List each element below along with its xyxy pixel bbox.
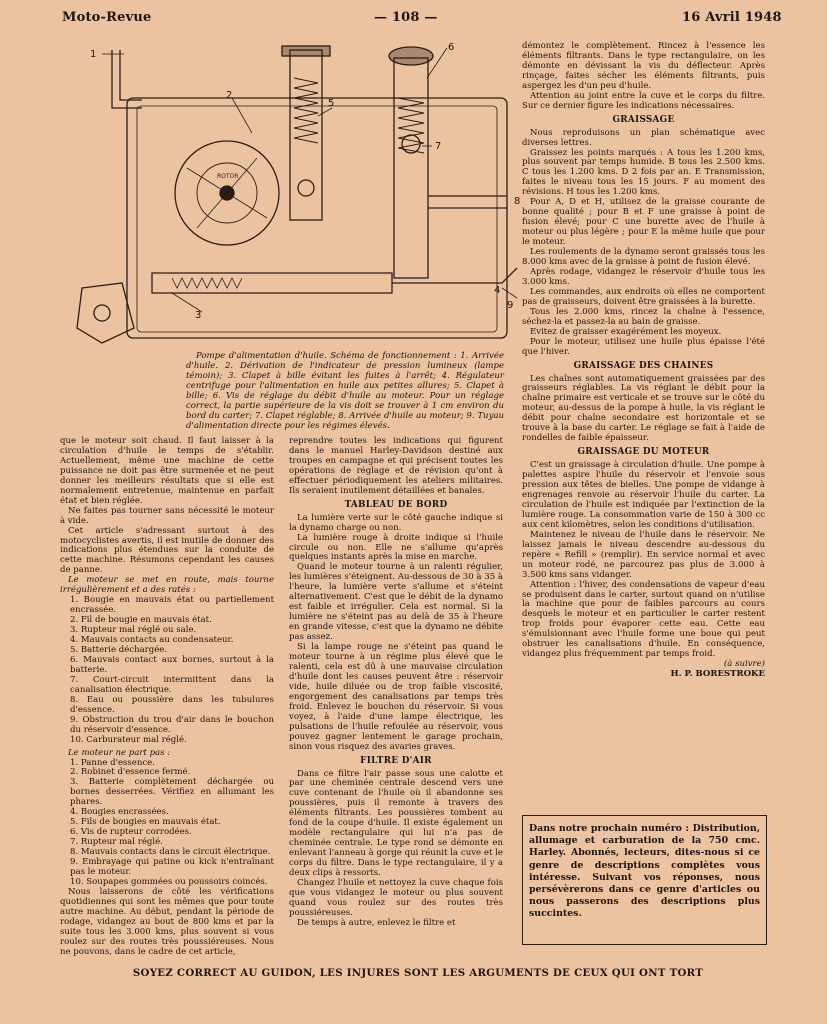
article-column-3 [522,42,765,680]
author-signature: H. P. BORESTROKE [670,669,765,680]
paragraph: Changez l'huile et nettoyez la cuve chaque fois que vous vidangez le moteur ou plus souvent quand vous roulez sur des routes très poussiéreuses. [289,877,503,918]
list-item: 2. Fil de bougie en mauvais état. [70,615,212,626]
page-number: — 108 — [374,10,438,25]
caption-body: 1. Arrivée d'huile. 2. Dérivation de l'indicateur de pression lumineux (lampe témoin); 3. Clapet à bille évitant les fuites à l'arrêt; 4. Régulateur centrifuge pour l'alimentation en huile aux petites allures; 5. Clapet à bille; 6. Vis de réglage du débit d'huile au moteur. Pour un réglage correct, la partie supérieure de la vis doit se trouver à 1 cm environ du bord du carter; 7. Clapet réglable; 8. Arrivée d'huile au moteur; 9. Tuyau d'alimentation directe pour les régimes élevés. [186,351,505,431]
list-item: 1. Bougie en mauvais état ou partiellement encrassée. [70,595,274,616]
paragraph: Graissez les points marqués : A tous les 1.200 kms, plus souvent par temps humide. B tous les 2.500 kms. C tous les 1.200 kms. D 2 fois par an. E Transmission, faites le niveau tous les 15 jours. F au moment des révisions. H tous les 1.200 kms. [522,147,765,198]
paragraph: Attention au joint entre la cuve et le corps du filtre. Sur ce dernier figure les indications nécessaires. [522,90,765,111]
label-4: 4 [494,285,501,296]
article-column-2 [289,437,503,929]
paragraph: Pour le moteur, utilisez une huile plus épaisse l'été que l'hiver. [522,336,765,357]
paragraph: Attention : l'hiver, des condensations de vapeur d'eau se produisent dans le carter, surtout quand on n'utilise la machine que pour de faibles parcours au cours desquels le moteur et en particulier le carter restent trop froids pour évaporer cette eau. Cette eau s'émulsionnant avec l'huile forme une boue qui peut obstruer les canalisations d'huile. En conséquence, vidangez plus fréquemment par temps froid. [522,579,765,660]
paragraph: Les roulements de la dynamo seront graissés tous les 8.000 kms avec de la graisse à point de fusion élevé. [522,247,765,268]
issue-date: 16 Avril 1948 [682,10,782,25]
list-item: 9. Embrayage qui patine ou kick n'entraînant pas le moteur. [70,857,274,877]
list-item: 5. Batterie déchargée. [70,645,168,656]
list-item: 6. Mauvais contact aux bornes, surtout à la batterie. [70,654,274,675]
label-3: 3 [195,310,202,321]
section-heading: TABLEAU DE BORD [344,499,448,510]
paragraph: Evitez de graisser exagérément les moyeux. [530,326,722,337]
list-item: 5. Fils de bougies en mauvais état. [70,817,221,828]
engine-outlet-pipe [428,196,507,208]
list-item: 3. Rupteur mal réglé ou sale. [70,625,197,636]
article-column-1 [60,437,274,958]
next-issue-notice: Dans notre prochain numéro : Distribution, allumage et carburation de la 750 cmc. Harley. Abonnés, lecteurs, dites-nous si ce genre de descriptions complètes vous intéresse. Suivant vos réponses, nous persévèrerons dans ce genre d'articles ou nous passerons des descriptions plus succintes. [529,823,760,920]
magazine-title: Moto-Revue [62,10,152,25]
rotor-label: ROTOR [217,173,239,180]
list-item: 1. Panne d'essence. [70,757,155,768]
paragraph: Nous reproduisons un plan schématique avec diverses lettres. [522,127,765,148]
paragraph: Tous les 2.000 kms, rincez la chaîne à l'essence, séchez-la et passez-la au bain de graisse. [522,306,765,327]
paragraph: Après rodage, vidangez le réservoir d'huile tous les 3.000 kms. [522,266,765,287]
pump-housing [127,98,507,338]
paragraph: Cet article s'adressant surtout à des motocyclistes avertis, il est inutile de donner des indications plus étendues sur la conduite de cette machine. Résumons cependant les causes de panne. [60,525,274,576]
ball-valve-column [290,50,322,220]
paragraph: La lumière rouge à droite indique si l'huile circule ou non. Elle ne s'allume qu'après quelques instants après la mise en marche. [289,532,503,563]
paragraph: Dans ce filtre l'air passe sous une calotte et par une cheminée centrale descend vers une cuve contenant de l'huile où il abandonne ses poussières, puis il remonte à travers des éléments filtrants. Les poussières tombent au fond de la coupe d'huile. Il existe également un modèle rectangulaire qui lui n'a pas de cheminée centrale. Le type rond se démonte en enlevant l'anneau à gorge qui réunit la cuve et le corps du filtre. Dans le type rectangulaire, il y a deux clips à ressorts. [289,768,503,879]
paragraph: Ne faites pas tourner sans nécessité le moteur à vide. [60,505,274,526]
list-item: 10. Carburateur mal réglé. [70,734,187,745]
list-item: 4. Mauvais contacts au condensateur. [70,635,234,646]
paragraph: Maintenez le niveau de l'huile dans le réservoir. Ne laissez jamais le niveau descendre au-dessous du repère « Refill » (remplir). En service normal et avec un moteur rodé, ne parcourez pas plus de 3.000 à 3.500 kms sans vidanger. [522,529,765,580]
list-item: 7. Court-circuit intermittent dans la canalisation électrique. [70,674,274,695]
paragraph: reprendre toutes les indications qui figurent dans le manuel Harley-Davidson destiné aux troupes en campagne et qui précisent toutes les opérations de réglage et de révision qu'ont à effectuer périodiquement les ateliers militaires. Ils seraient inutilement détaillées et banales. [289,436,503,496]
section-heading: GRAISSAGE DES CHAINES [573,360,714,371]
adjusting-screw-column [394,58,428,278]
section-heading: GRAISSAGE [612,114,675,125]
paragraph: Nous laisserons de côté les vérifications quotidiennes qui sont les mêmes que pour toute autre machine. Au début, pendant la période de rodage, vidangez au bout de 800 kms et par la suite tous les 3.000 kms, plus souvent si vous roulez sur des routes très poussiéreuses. Nous ne pouvons, dans le cadre de cet article, [60,886,274,957]
list-item: 7. Rupteur mal réglé. [70,837,163,848]
paragraph: démontez le complètement. Rincez à l'essence les éléments filtrants. Dans le type rectangulaire, on les démonte en dévissant la vis du déflecteur. Après rinçage, faites sécher les éléments filtrants, puis aspergez les d'un peu d'huile. [522,41,765,91]
subheading: Le moteur ne part pas : [68,747,171,758]
list-item: 8. Mauvais contacts dans le circuit électrique. [70,847,271,858]
mounting-bracket [77,283,134,343]
paragraph: Si la lampe rouge ne s'éteint pas quand le moteur tourne à un régime plus élevé que le ralenti, cela est dû à une mauvaise circulation d'huile dont les causes peuvent être : réservoir vide, huile diluée ou de trop faible viscosité, engorgement des canalisations par temps très froid. Enlevez le bouchon du réservoir. Si vous voyez, à l'aide d'une lampe électrique, les pulsations de l'huile refoulée au réservoir, vous pouvez gagner lentement le garage prochain, sinon vous risquez des avaries graves. [289,642,503,752]
oil-inlet-pipe [112,50,142,108]
list-item: 10. Soupapes gommées ou poussoirs coincés. [70,876,268,887]
label-9: 9 [507,300,514,311]
paragraph: Les chaînes sont automatiquement graissées par des graisseurs réglables. La vis réglant le débit pour la chaîne primaire est verticale et se trouve sur le côté du moteur, au-dessus de la pompe à huile, la vis réglant le débit pour chaîne secondaire est horizontale et se trouve à la base du carter. Le réglage se fait à l'aide de rondelles de faible épaisseur. [522,373,765,444]
paragraph: Les commandes, aux endroits où elles ne comportent pas de graisseurs, doivent être graissées à la burette. [522,286,765,307]
footer-slogan: SOYEZ CORRECT AU GUIDON, LES INJURES SONT LES ARGUMENTS DE CEUX QUI ONT TORT [132,967,704,979]
label-1: 1 [90,49,97,60]
paragraph: De temps à autre, enlevez le filtre et [297,917,456,928]
subheading: Le moteur se met en route, mais tourne irrégulièrement et a des ratés : [60,575,274,596]
list-item: 8. Eau ou poussière dans les tubulures d'essence. [70,694,274,715]
section-heading: FILTRE D'AIR [360,755,432,766]
list-item: 2. Robinet d'essence fermé. [70,767,191,778]
list-item: 6. Vis de rupteur corrodées. [70,827,192,838]
list-item: 3. Batterie complètement déchargée ou bornes desserrées. Vérifiez en allumant les phares. [70,777,274,808]
label-5: 5 [328,98,335,109]
next-issue-notice-box [522,815,767,945]
label-6: 6 [448,42,455,53]
list-item: 9. Obstruction du trou d'air dans le bouchon du réservoir d'essence. [70,714,274,735]
to-be-continued: (à suivre) [723,659,765,670]
list-item: 4. Bougies encrassées. [70,807,169,818]
label-8: 8 [514,196,521,207]
label-7: 7 [435,141,442,152]
paragraph: Quand le moteur tourne à un ralenti régulier, les lumières s'éteignent. Au-dessous de 30 à 35 à l'heure, la lumière verte s'allume et s'éteint alternativement. C'est que le débit de la dynamo est faible et irrégulier. Cela est normal. Si la lumière ne s'éteint pas au delà de 35 à l'heure en grande vitesse, c'est que la dynamo ne débite pas assez. [289,562,503,643]
paragraph: C'est un graissage à circulation d'huile. Une pompe à palettes aspire l'huile du réservoir et l'envoie sous pression aux têtes de bielles. Une pompe de vidange à engrenages renvoie au réservoir l'huile du carter. La circulation de l'huile est indiquée par l'extinction de la lumière rouge. La consommation varie de 150 à 300 cc aux cent kilomètres, selon les conditions d'utilisation. [522,460,765,530]
paragraph: que le moteur soit chaud. Il faut laisser à la circulation d'huile le temps de s'établir. Actuellement, même une machine de cette puissance ne doit pas être surmenée et ne peut donner les meilleurs résultats que si elle est normalement entretenue, maintenue en parfait état et bien réglée. [60,436,274,506]
paragraph: La lumière verte sur le côté gauche indique si la dynamo charge ou non. [289,512,503,533]
lower-channel [152,273,392,293]
caption-title: Pompe d'alimentation d'huile. Schéma de fonctionnement : [196,351,457,361]
section-heading: GRAISSAGE DU MOTEUR [577,447,710,458]
figure-caption [186,351,504,431]
paragraph: Pour A, D et H, utilisez de la graisse courante de bonne qualité ; pour B et F une graisse à point de fusion élevé; pour C une burette avec de l'huile à moteur ou plus légère ; pour E la même huile que pour le moteur. [522,197,765,248]
oil-pump-diagram [62,38,522,348]
label-2: 2 [226,90,233,101]
